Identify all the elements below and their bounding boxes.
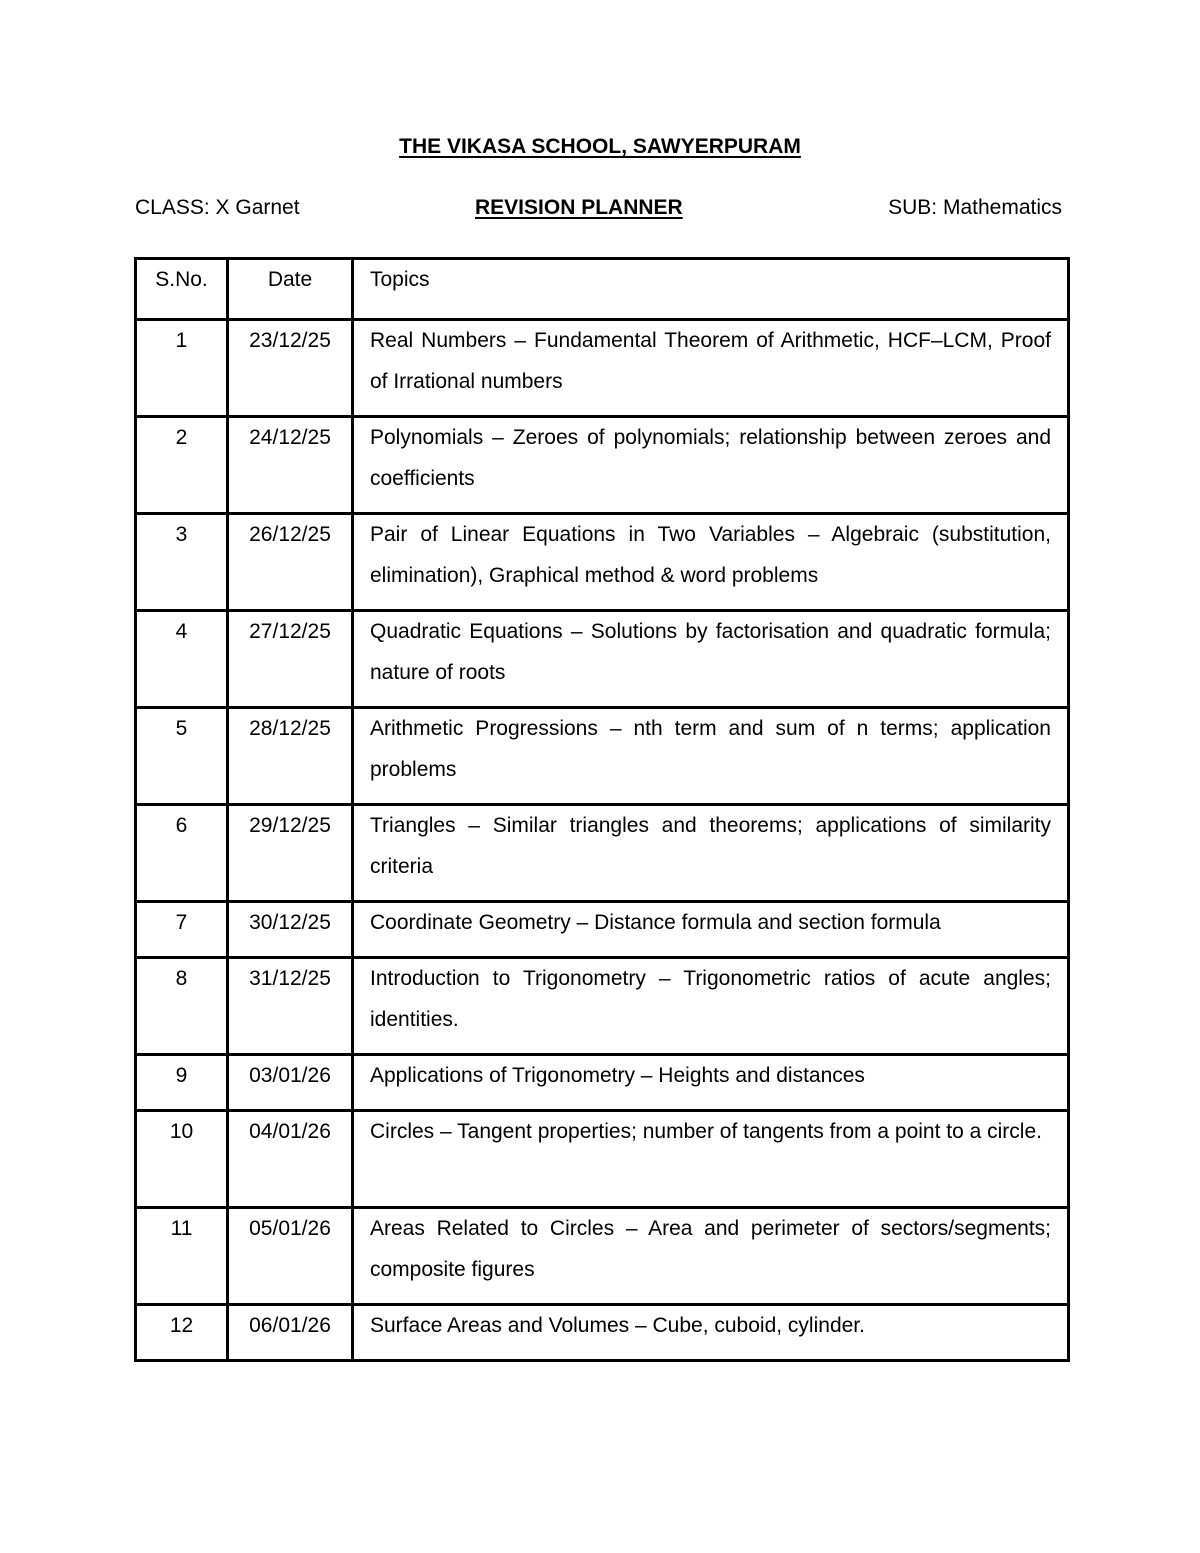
- row-sno: 5: [136, 708, 228, 805]
- class-label: CLASS: X Garnet: [135, 196, 300, 219]
- row-topic: Pair of Linear Equations in Two Variables – Algebraic (substitution, elimination), Graphical method & word problems: [353, 514, 1069, 611]
- subject-label: SUB: Mathematics: [888, 196, 1062, 219]
- table-header-row: [136, 259, 1069, 320]
- table-row: [136, 514, 1069, 611]
- row-date: 05/01/26: [228, 1208, 353, 1305]
- row-sno: 10: [136, 1111, 228, 1208]
- row-sno: 9: [136, 1055, 228, 1111]
- row-topic: Surface Areas and Volumes – Cube, cuboid, cylinder.: [353, 1305, 1069, 1361]
- row-topic: Areas Related to Circles – Area and perimeter of sectors/segments; composite figures: [353, 1208, 1069, 1305]
- row-sno: 12: [136, 1305, 228, 1361]
- revision-planner-table: [134, 257, 1070, 1362]
- row-sno: 2: [136, 417, 228, 514]
- table-row: [136, 708, 1069, 805]
- school-title: THE VIKASA SCHOOL, SAWYERPURAM: [399, 135, 801, 158]
- table-row: [136, 320, 1069, 417]
- row-sno: 3: [136, 514, 228, 611]
- table-row: [136, 902, 1069, 958]
- row-topic: Triangles – Similar triangles and theorems; applications of similarity criteria: [353, 805, 1069, 902]
- table-row: [136, 805, 1069, 902]
- row-topic: Applications of Trigonometry – Heights and distances: [353, 1055, 1069, 1111]
- table-row: [136, 1305, 1069, 1361]
- row-date: 31/12/25: [228, 958, 353, 1055]
- row-topic: Circles – Tangent properties; number of tangents from a point to a circle.: [353, 1111, 1069, 1208]
- row-date: 30/12/25: [228, 902, 353, 958]
- row-sno: 11: [136, 1208, 228, 1305]
- row-sno: 6: [136, 805, 228, 902]
- row-topic: Coordinate Geometry – Distance formula and section formula: [353, 902, 1069, 958]
- row-sno: 1: [136, 320, 228, 417]
- table-row: [136, 417, 1069, 514]
- table-row: [136, 958, 1069, 1055]
- row-topic: Real Numbers – Fundamental Theorem of Arithmetic, HCF–LCM, Proof of Irrational numbers: [353, 320, 1069, 417]
- row-date: 04/01/26: [228, 1111, 353, 1208]
- table-row: [136, 1208, 1069, 1305]
- row-date: 28/12/25: [228, 708, 353, 805]
- row-topic: Quadratic Equations – Solutions by factorisation and quadratic formula; nature of roots: [353, 611, 1069, 708]
- planner-title: REVISION PLANNER: [475, 196, 683, 219]
- row-date: 23/12/25: [228, 320, 353, 417]
- header-topics: Topics: [353, 259, 1069, 320]
- row-date: 29/12/25: [228, 805, 353, 902]
- row-date: 26/12/25: [228, 514, 353, 611]
- table-row: [136, 611, 1069, 708]
- header-date: Date: [228, 259, 353, 320]
- row-date: 27/12/25: [228, 611, 353, 708]
- row-date: 06/01/26: [228, 1305, 353, 1361]
- row-sno: 8: [136, 958, 228, 1055]
- table-row: [136, 1111, 1069, 1208]
- row-sno: 7: [136, 902, 228, 958]
- row-topic: Polynomials – Zeroes of polynomials; relationship between zeroes and coefficients: [353, 417, 1069, 514]
- header-sno: S.No.: [136, 259, 228, 320]
- row-topic: Arithmetic Progressions – nth term and sum of n terms; application problems: [353, 708, 1069, 805]
- row-topic: Introduction to Trigonometry – Trigonometric ratios of acute angles; identities.: [353, 958, 1069, 1055]
- table-row: [136, 1055, 1069, 1111]
- row-date: 03/01/26: [228, 1055, 353, 1111]
- row-date: 24/12/25: [228, 417, 353, 514]
- row-sno: 4: [136, 611, 228, 708]
- planner-header: [135, 196, 1062, 226]
